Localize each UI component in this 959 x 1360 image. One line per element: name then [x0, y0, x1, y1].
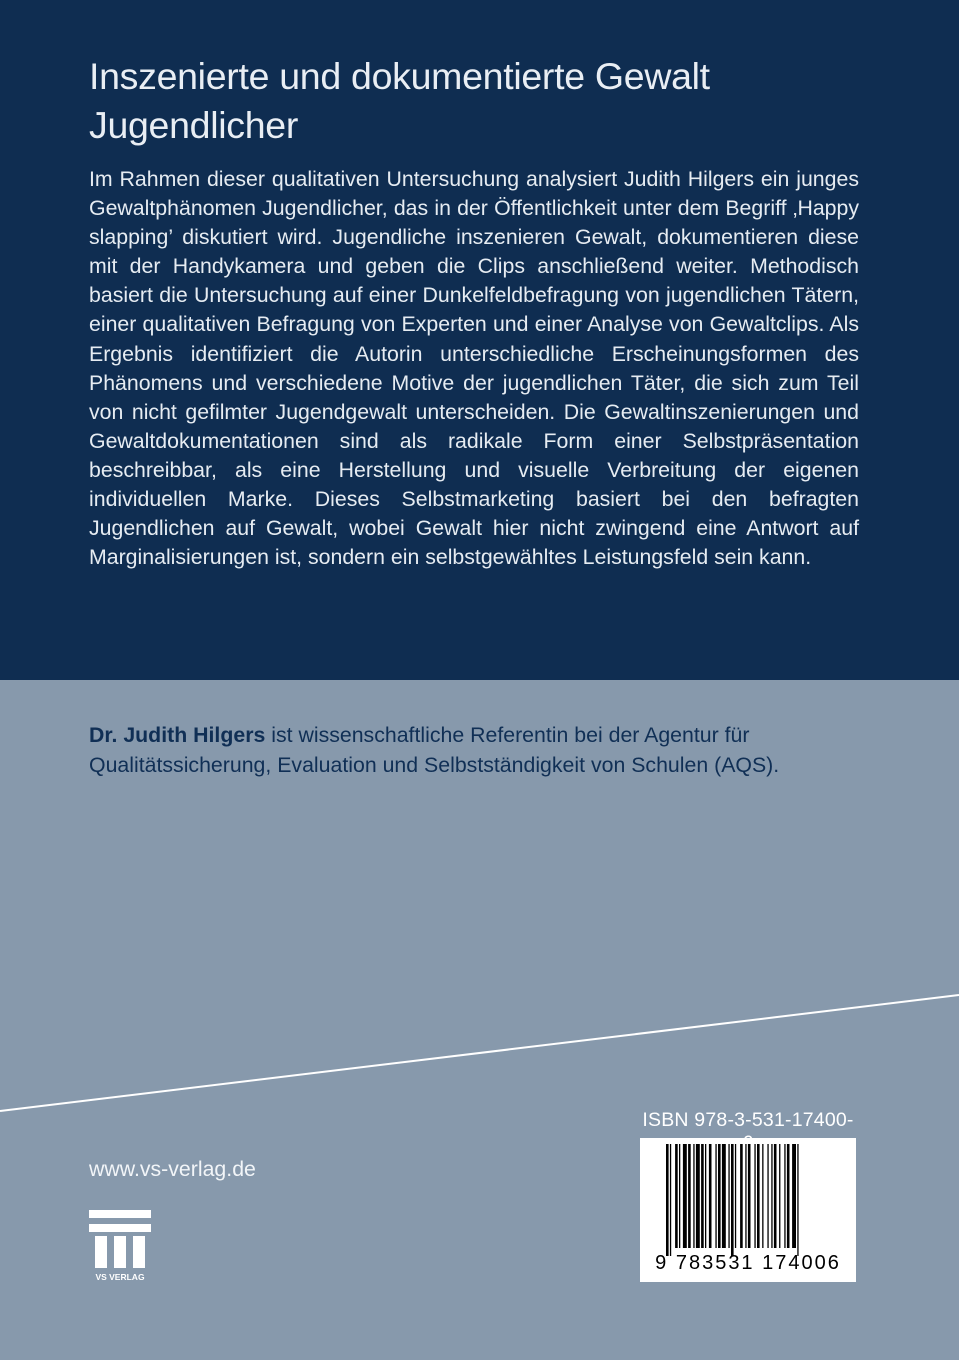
author-info	[89, 720, 899, 780]
isbn-label: ISBN 978-3-531-17400-	[642, 1109, 854, 1131]
publisher-logo	[89, 1210, 151, 1282]
isbn-barcode	[640, 1138, 856, 1282]
barcode-number: 9 783531 174006	[655, 1252, 841, 1274]
publisher-website[interactable]: www.vs-verlag.de	[89, 1157, 256, 1181]
book-title: Inszenierte und dokumentierte Gewalt Jugendlicher	[89, 55, 710, 146]
book-description: Im Rahmen dieser qualitativen Untersuchung analysiert Judith Hilgers ein junges Gewaltphänomen Jugendlicher, das in der Öffentlichkeit unter dem Begriff ‚Happy slapping’ diskutiert wird. Jugendliche inszenieren Gewalt, dokumentieren diese mit der Handykamera und geben die Clips anschließend weiter. Methodisch basiert die Untersuchung auf einer Dunkelfeldbefragung von jugendlichen Tätern, einer qualitativen Befragung von Experten und einer Analyse von Gewaltclips. Als Ergebnis identifiziert die Autorin unterschiedliche Erscheinungsformen des Phänomens und verschiedene Motive der jugendlichen Täter, die sich zum Teil von nicht gefilmter Jugendgewalt unterscheiden. Die Gewaltinszenierungen und Gewaltdokumentationen sind als radikale Form einer Selbstpräsentation beschreibbar, als eine Herstellung und visuelle Verbreitung der eigenen individuellen Marke. Dieses Selbstmarketing basiert bei den befragten Jugendlichen auf Gewalt, wobei Gewalt hier nicht zwingend eine Antwort auf Marginalisierungen ist, sondern ein selbstgewähltes Leistungsfeld sein kann.	[89, 167, 859, 570]
publisher-logo-text: VS VERLAG	[95, 1272, 145, 1282]
author-bio: ist wissenschaftliche Referentin bei der Agentur für Qualitätssicherung, Evaluation und Selbstständigkeit von Schulen (AQS).	[89, 723, 780, 777]
author-name: Dr. Judith Hilgers	[89, 723, 266, 747]
